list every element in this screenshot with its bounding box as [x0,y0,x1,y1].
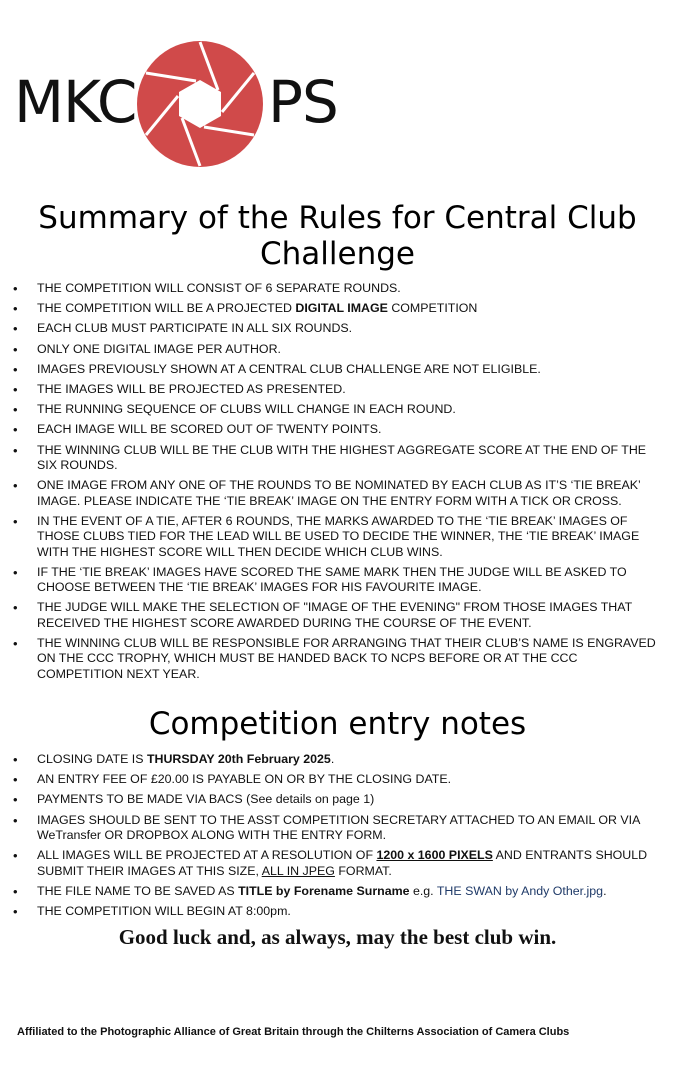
logo-text-left: MKC [14,68,137,136]
logo-text-right: PS [268,68,338,136]
list-item: • ONLY ONE DIGITAL IMAGE PER AUTHOR. [0,342,675,357]
aperture-icon [136,40,264,168]
entry-fee-note: • AN ENTRY FEE OF £20.00 IS PAYABLE ON OR BY THE CLOSING DATE. [0,772,675,787]
list-item: • THE WINNING CLUB WILL BE RESPONSIBLE FOR ARRANGING THAT THEIR CLUB’S NAME IS ENGRAVED ON THE CCC TROPHY, WHICH MUST BE HANDED BACK TO NCPS BEFORE OR AT THE CCC COMPETITION NEXT YEAR. [0,636,675,682]
list-item: • THE IMAGES WILL BE PROJECTED AS PRESENTED. [0,382,675,397]
footer-affiliation: Affiliated to the Photographic Alliance of Great Britain through the Chilterns Association of Camera Clubs [17,1026,570,1038]
filename-example: THE SWAN by Andy Other.jpg [436,883,604,898]
list-item: • THE JUDGE WILL MAKE THE SELECTION OF "IMAGE OF THE EVENING" FROM THOSE IMAGES THAT RECEIVED THE HIGHEST SCORE AWARDED DURING THE COURSE OF THE EVENT. [0,600,675,631]
submission-note: • IMAGES SHOULD BE SENT TO THE ASST COMPETITION SECRETARY ATTACHED TO AN EMAIL OR VIA WeTransfer OR DROPBOX ALONG WITH THE ENTRY FORM. [0,813,675,844]
resolution-note: • ALL IMAGES WILL BE PROJECTED AT A RESOLUTION OF 1200 x 1600 PIXELS AND ENTRANTS SHOULD SUBMIT THEIR IMAGES AT THIS SIZE, ALL IN JPEG FORMAT. [0,848,675,879]
notes-title: Competition entry notes [148,706,527,742]
list-item: • ONE IMAGE FROM ANY ONE OF THE ROUNDS TO BE NOMINATED BY EACH CLUB AS IT’S ‘TIE BREAK’ IMAGE. PLEASE INDICATE THE ‘TIE BREAK’ IMAGE ON THE ENTRY FORM WITH A TICK OR CROSS. [0,478,675,509]
list-item: • THE COMPETITION WILL BE A PROJECTED DIGITAL IMAGE COMPETITION [0,301,675,316]
closing-date-note: • CLOSING DATE IS THURSDAY 20th February 2025. [0,752,675,767]
page-title: Summary of the Rules for Central Club Challenge [38,200,637,272]
closing-message: Good luck and, as always, may the best club win. [118,925,557,949]
list-item: • EACH IMAGE WILL BE SCORED OUT OF TWENTY POINTS. [0,422,675,437]
list-item: • IF THE ‘TIE BREAK’ IMAGES HAVE SCORED THE SAME MARK THEN THE JUDGE WILL BE ASKED TO CHOOSE BETWEEN THE ‘TIE BREAK’ IMAGES FOR HIS FAVOURITE IMAGE. [0,565,675,596]
club-logo [14,40,344,168]
list-item: • IN THE EVENT OF A TIE, AFTER 6 ROUNDS, THE MARKS AWARDED TO THE ‘TIE BREAK’ IMAGES OF THOSE CLUBS TIED FOR THE LEAD WILL BE USED TO DECIDE THE WINNER, THE ‘TIE BREAK’ IMAGE WITH THE HIGHEST SCORE WILL THEN DECIDE WHICH CLUB WINS. [0,514,675,560]
filename-note: • THE FILE NAME TO BE SAVED AS TITLE by Forename Surname e.g. THE SWAN by Andy Other.jpg. [0,884,675,899]
list-item: • EACH CLUB MUST PARTICIPATE IN ALL SIX ROUNDS. [0,321,675,336]
start-time-note: • THE COMPETITION WILL BEGIN AT 8:00pm. [0,904,675,919]
list-item: • THE WINNING CLUB WILL BE THE CLUB WITH THE HIGHEST AGGREGATE SCORE AT THE END OF THE SIX ROUNDS. [0,443,675,474]
payments-note: • PAYMENTS TO BE MADE VIA BACS (See details on page 1) [0,792,675,807]
notes-list [0,752,675,924]
list-item: • THE COMPETITION WILL CONSIST OF 6 SEPARATE ROUNDS. [0,281,675,296]
list-item: • IMAGES PREVIOUSLY SHOWN AT A CENTRAL CLUB CHALLENGE ARE NOT ELIGIBLE. [0,362,675,377]
rules-list [0,281,675,687]
list-item: • THE RUNNING SEQUENCE OF CLUBS WILL CHANGE IN EACH ROUND. [0,402,675,417]
